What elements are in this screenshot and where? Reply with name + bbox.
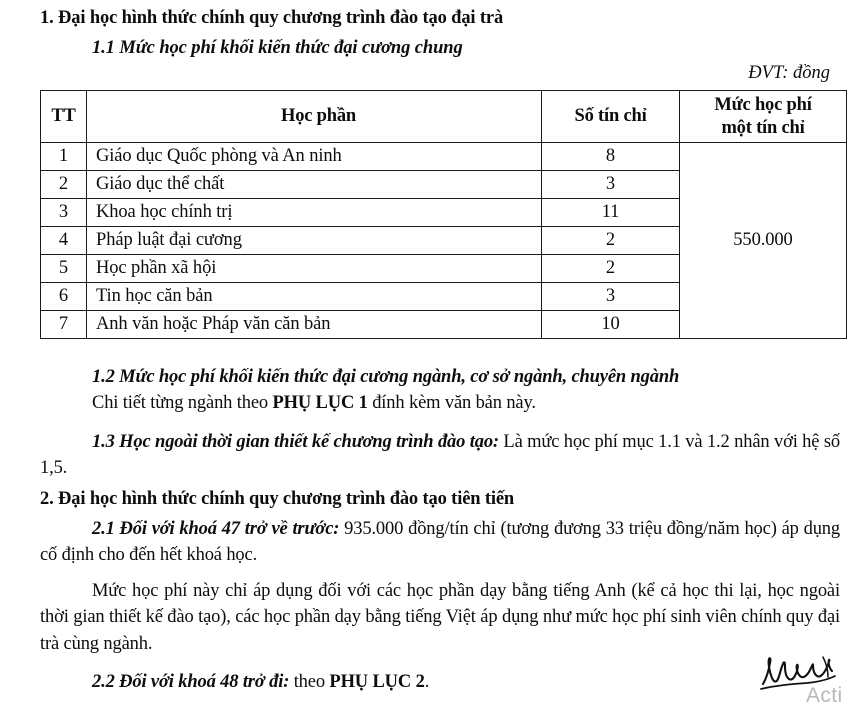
tuition-fee-table (40, 90, 847, 339)
section-2-1-label: 2.1 Đối với khoá 47 trở về trước: (92, 519, 340, 539)
cell-tt: 7 (41, 311, 87, 339)
section-2-2-text-before: theo (289, 672, 330, 692)
section-1-heading: 1. Đại học hình thức chính quy chương trình đào tạo đại trà (40, 8, 504, 28)
cell-tt: 2 (41, 171, 87, 199)
cell-credits: 11 (542, 199, 680, 227)
section-2-2-paragraph (40, 669, 690, 695)
section-2-1-paragraph (40, 516, 840, 569)
cell-course: Anh văn hoặc Pháp văn căn bản (87, 311, 542, 339)
column-header-tt: TT (41, 91, 87, 143)
section-1-2-text-after: đính kèm văn bản này. (367, 393, 536, 413)
cell-credits: 3 (542, 171, 680, 199)
cell-credits: 8 (542, 143, 680, 171)
cell-course: Học phần xã hội (87, 255, 542, 283)
activation-watermark: Acti (806, 684, 843, 707)
section-2-2-text-after: . (424, 672, 430, 692)
section-1-2-text-before: Chi tiết từng ngành theo (92, 393, 273, 413)
table-row (41, 143, 847, 171)
column-header-fee (680, 91, 847, 143)
column-header-credits: Số tín chỉ (542, 91, 680, 143)
column-header-fee-line2: một tín chỉ (721, 117, 805, 138)
cell-credits: 2 (542, 255, 680, 283)
section-1-3-body: Là mức học phí mục 1.1 và 1.2 nhân với hệ số 1,5. (40, 432, 840, 479)
cell-tt: 4 (41, 227, 87, 255)
table-header (41, 91, 847, 143)
cell-course: Pháp luật đại cương (87, 227, 542, 255)
table-body (41, 143, 847, 339)
cell-credits: 10 (542, 311, 680, 339)
currency-unit-note: ĐVT: đồng (748, 63, 830, 83)
cell-course: Tin học căn bản (87, 283, 542, 311)
cell-tt: 6 (41, 283, 87, 311)
cell-tt: 1 (41, 143, 87, 171)
cell-fee-per-credit: 550.000 (680, 143, 847, 339)
section-1-1-heading: 1.1 Mức học phí khối kiến thức đại cương chung (92, 38, 463, 58)
section-2-note-paragraph: Mức học phí này chỉ áp dụng đối với các học phần dạy bằng tiếng Anh (kể cả học thi lại, học ngoài thời gian thiết kế đào tạo), các học phần dạy bằng tiếng Việt áp dụng như mức học phí sinh viên chính quy đại trà cùng ngành. (40, 581, 840, 654)
cell-course: Giáo dục Quốc phòng và An ninh (87, 143, 542, 171)
cell-tt: 5 (41, 255, 87, 283)
section-1-2-heading (40, 364, 835, 390)
section-1-3-paragraph (40, 429, 840, 482)
section-2-1-body: 935.000 đồng/tín chỉ (tương đương 33 triệu đồng/năm học) áp dụng cố định cho đến hết khoá học. (40, 519, 841, 566)
cell-credits: 2 (542, 227, 680, 255)
column-header-course: Học phần (87, 91, 542, 143)
column-header-fee-line1: Mức học phí (714, 94, 812, 115)
section-1-2-body (40, 390, 835, 416)
cell-course: Giáo dục thể chất (87, 171, 542, 199)
section-2-heading: 2. Đại học hình thức chính quy chương trình đào tạo tiên tiến (40, 489, 515, 509)
cell-tt: 3 (41, 199, 87, 227)
table-header-row (41, 91, 847, 143)
appendix-1-reference: PHỤ LỤC 1 (272, 393, 368, 413)
appendix-2-reference: PHỤ LỤC 2 (329, 672, 425, 692)
cell-credits: 3 (542, 283, 680, 311)
section-2-2-label: 2.2 Đối với khoá 48 trở đi: (92, 672, 290, 692)
section-1-2-title: 1.2 Mức học phí khối kiến thức đại cương ngành, cơ sở ngành, chuyên ngành (92, 367, 680, 387)
section-1-3-label: 1.3 Học ngoài thời gian thiết kế chương trình đào tạo: (92, 432, 499, 452)
cell-course: Khoa học chính trị (87, 199, 542, 227)
